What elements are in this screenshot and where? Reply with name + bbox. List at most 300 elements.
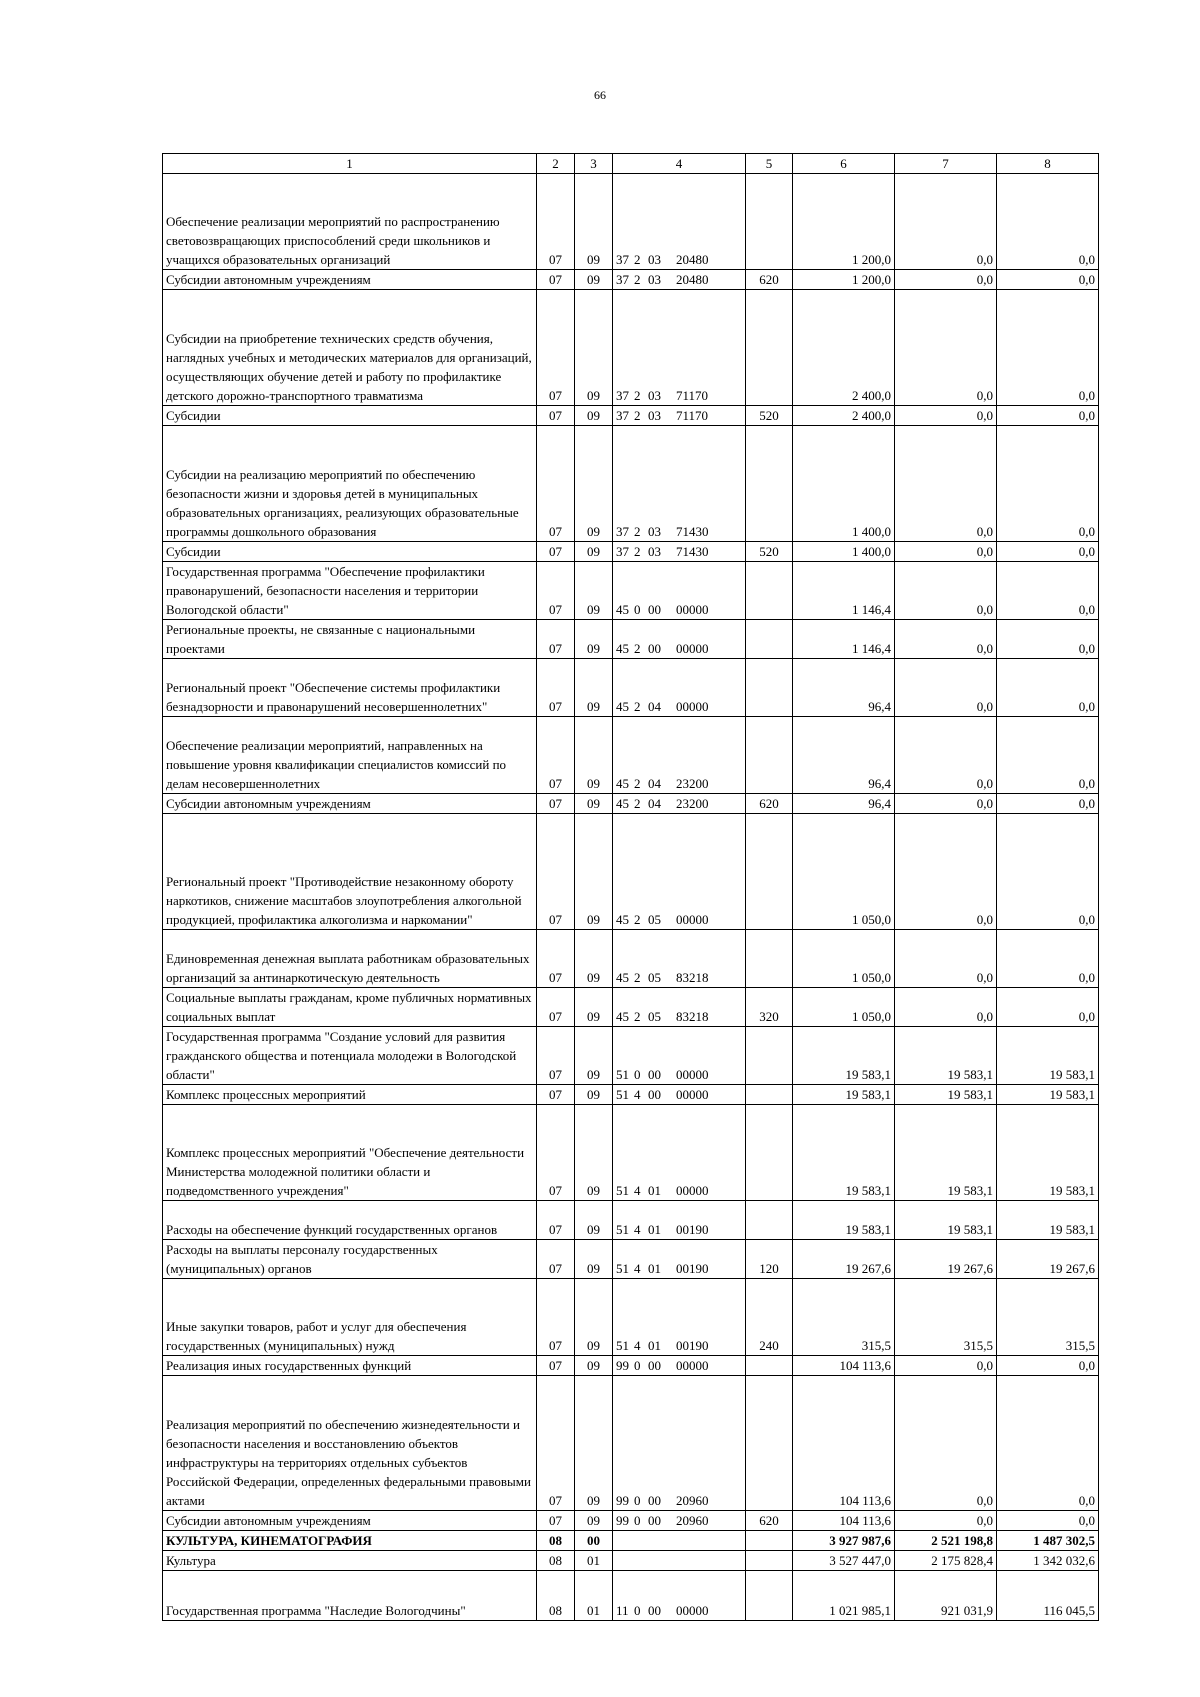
amount-cell: 1 487 302,5: [997, 1531, 1099, 1551]
amount-cell: 0,0: [997, 988, 1099, 1027]
expense-type-cell: [746, 814, 793, 930]
section-code-cell: 07: [537, 426, 575, 542]
target-article-part: 37: [616, 524, 629, 539]
row-name-cell: Реализация иных государственных функций: [163, 1356, 537, 1376]
amount-cell: 104 113,6: [793, 1376, 895, 1511]
target-article-part: 71430: [676, 544, 709, 559]
amount-cell: 921 031,9: [895, 1571, 997, 1621]
table-row: [163, 290, 1099, 406]
table-row: [163, 1240, 1099, 1279]
amount-cell: 1 146,4: [793, 620, 895, 659]
section-code-cell: 07: [537, 930, 575, 988]
target-article-cell: [613, 426, 746, 542]
table-row: [163, 406, 1099, 426]
section-code-cell: 07: [537, 1356, 575, 1376]
amount-cell: 0,0: [895, 406, 997, 426]
target-article-cell: [613, 174, 746, 270]
amount-cell: 0,0: [895, 426, 997, 542]
amount-cell: 2 400,0: [793, 406, 895, 426]
target-article-part: 04: [648, 699, 661, 714]
header-cell: 1: [163, 154, 537, 174]
target-article-part: 00190: [676, 1261, 709, 1276]
target-article-part: 01: [648, 1222, 661, 1237]
target-article-cell: [613, 1201, 746, 1240]
target-article-part: 51: [616, 1087, 629, 1102]
amount-cell: 0,0: [895, 562, 997, 620]
target-article-part: 37: [616, 252, 629, 267]
expense-type-cell: [746, 174, 793, 270]
table-row: [163, 270, 1099, 290]
target-article-part: 83218: [676, 1009, 709, 1024]
amount-cell: 0,0: [997, 290, 1099, 406]
target-article-part: 00190: [676, 1338, 709, 1353]
target-article-part: 00000: [676, 641, 709, 656]
table-row: [163, 659, 1099, 717]
amount-cell: 3 927 987,6: [793, 1531, 895, 1551]
row-name-cell: Обеспечение реализации мероприятий, направленных на повышение уровня квалификации специалистов комиссий по делам несовершеннолетних: [163, 717, 537, 794]
section-code-cell: 07: [537, 794, 575, 814]
amount-cell: 2 175 828,4: [895, 1551, 997, 1571]
target-article-part: 2: [634, 1009, 641, 1024]
header-cell: 6: [793, 154, 895, 174]
amount-cell: 1 050,0: [793, 930, 895, 988]
target-article-part: 4: [634, 1261, 641, 1276]
amount-cell: 0,0: [997, 1356, 1099, 1376]
target-article-part: 05: [648, 1009, 661, 1024]
target-article-part: 2: [634, 912, 641, 927]
subsection-code-cell: 09: [575, 620, 613, 659]
amount-cell: 19 267,6: [793, 1240, 895, 1279]
row-name-cell: Иные закупки товаров, работ и услуг для обеспечения государственных (муниципальных) нужд: [163, 1279, 537, 1356]
target-article-part: 45: [616, 796, 629, 811]
expense-type-cell: [746, 290, 793, 406]
expense-type-cell: [746, 1356, 793, 1376]
expense-type-cell: [746, 1376, 793, 1511]
target-article-part: 04: [648, 776, 661, 791]
target-article-part: 4: [634, 1338, 641, 1353]
target-article-part: 00000: [676, 1358, 709, 1373]
amount-cell: 19 583,1: [895, 1105, 997, 1201]
target-article-cell: [613, 1531, 746, 1551]
target-article-part: 0: [634, 1513, 641, 1528]
target-article-cell: [613, 1240, 746, 1279]
target-article-part: 00: [648, 602, 661, 617]
row-name-cell: Государственная программа "Создание условий для развития гражданского общества и потенциала молодежи в Вологодской области": [163, 1027, 537, 1085]
target-article-part: 00: [648, 1087, 661, 1102]
amount-cell: 116 045,5: [997, 1571, 1099, 1621]
target-article-part: 0: [634, 602, 641, 617]
amount-cell: 19 583,1: [895, 1201, 997, 1240]
amount-cell: 0,0: [997, 270, 1099, 290]
target-article-part: 99: [616, 1358, 629, 1373]
amount-cell: 1 200,0: [793, 270, 895, 290]
target-article-part: 20960: [676, 1513, 709, 1528]
amount-cell: 0,0: [895, 542, 997, 562]
amount-cell: 1 200,0: [793, 174, 895, 270]
amount-cell: 0,0: [997, 930, 1099, 988]
target-article-part: 51: [616, 1183, 629, 1198]
row-name-cell: Субсидии автономным учреждениям: [163, 794, 537, 814]
target-article-part: 20960: [676, 1493, 709, 1508]
expense-type-cell: [746, 562, 793, 620]
subsection-code-cell: 09: [575, 814, 613, 930]
row-name-cell: КУЛЬТУРА, КИНЕМАТОГРАФИЯ: [163, 1531, 537, 1551]
amount-cell: 1 400,0: [793, 542, 895, 562]
amount-cell: 19 583,1: [895, 1085, 997, 1105]
target-article-part: 51: [616, 1067, 629, 1082]
amount-cell: 19 267,6: [997, 1240, 1099, 1279]
amount-cell: 19 583,1: [793, 1085, 895, 1105]
subsection-code-cell: 09: [575, 1240, 613, 1279]
expense-type-cell: [746, 1551, 793, 1571]
expense-type-cell: [746, 930, 793, 988]
target-article-part: 2: [634, 524, 641, 539]
target-article-part: 45: [616, 602, 629, 617]
amount-cell: 0,0: [997, 1376, 1099, 1511]
expense-type-cell: [746, 1085, 793, 1105]
target-article-part: 01: [648, 1183, 661, 1198]
target-article-part: 00: [648, 641, 661, 656]
amount-cell: 0,0: [895, 717, 997, 794]
target-article-part: 00000: [676, 912, 709, 927]
section-code-cell: 07: [537, 1027, 575, 1085]
target-article-part: 11: [616, 1603, 629, 1618]
expense-type-cell: [746, 1531, 793, 1551]
row-name-cell: Региональные проекты, не связанные с национальными проектами: [163, 620, 537, 659]
target-article-part: 00000: [676, 1067, 709, 1082]
expense-type-cell: [746, 659, 793, 717]
section-code-cell: 07: [537, 542, 575, 562]
amount-cell: 0,0: [997, 426, 1099, 542]
target-article-part: 20480: [676, 252, 709, 267]
amount-cell: 19 583,1: [793, 1201, 895, 1240]
amount-cell: 0,0: [895, 620, 997, 659]
amount-cell: 2 521 198,8: [895, 1531, 997, 1551]
row-name-cell: Субсидии: [163, 406, 537, 426]
subsection-code-cell: 09: [575, 1376, 613, 1511]
expense-type-cell: 520: [746, 542, 793, 562]
section-code-cell: 08: [537, 1531, 575, 1551]
table-row: [163, 1027, 1099, 1085]
row-name-cell: Субсидии: [163, 542, 537, 562]
section-code-cell: 07: [537, 620, 575, 659]
amount-cell: 0,0: [997, 174, 1099, 270]
section-code-cell: 07: [537, 290, 575, 406]
target-article-cell: [613, 930, 746, 988]
table-header-row: [163, 154, 1099, 174]
amount-cell: 0,0: [997, 562, 1099, 620]
section-code-cell: 07: [537, 1240, 575, 1279]
target-article-part: 00: [648, 1513, 661, 1528]
expense-type-cell: 320: [746, 988, 793, 1027]
row-name-cell: Социальные выплаты гражданам, кроме публичных нормативных социальных выплат: [163, 988, 537, 1027]
expense-type-cell: [746, 717, 793, 794]
table-row: [163, 814, 1099, 930]
subsection-code-cell: 09: [575, 988, 613, 1027]
budget-table: [162, 153, 1099, 1621]
target-article-part: 51: [616, 1338, 629, 1353]
subsection-code-cell: 09: [575, 1085, 613, 1105]
subsection-code-cell: 09: [575, 1279, 613, 1356]
header-cell: 2: [537, 154, 575, 174]
target-article-part: 00: [648, 1358, 661, 1373]
target-article-part: 01: [648, 1338, 661, 1353]
target-article-cell: [613, 717, 746, 794]
target-article-cell: [613, 1085, 746, 1105]
amount-cell: 0,0: [997, 620, 1099, 659]
amount-cell: 1 050,0: [793, 988, 895, 1027]
amount-cell: 0,0: [895, 930, 997, 988]
table-row: [163, 1356, 1099, 1376]
row-name-cell: Региональный проект "Противодействие незаконному обороту наркотиков, снижение масштабов злоупотребления алкогольной продукцией, профилактика алкоголизма и наркомании": [163, 814, 537, 930]
amount-cell: 19 583,1: [997, 1105, 1099, 1201]
subsection-code-cell: 09: [575, 794, 613, 814]
amount-cell: 0,0: [895, 290, 997, 406]
subsection-code-cell: 09: [575, 406, 613, 426]
subsection-code-cell: 09: [575, 562, 613, 620]
table-row: [163, 1511, 1099, 1531]
row-name-cell: Культура: [163, 1551, 537, 1571]
amount-cell: 0,0: [997, 717, 1099, 794]
target-article-part: 4: [634, 1183, 641, 1198]
amount-cell: 96,4: [793, 659, 895, 717]
subsection-code-cell: 01: [575, 1571, 613, 1621]
target-article-part: 2: [634, 970, 641, 985]
amount-cell: 315,5: [997, 1279, 1099, 1356]
row-name-cell: Обеспечение реализации мероприятий по распространению световозвращающих приспособлений среди школьников и учащихся образовательных организаций: [163, 174, 537, 270]
amount-cell: 0,0: [895, 1376, 997, 1511]
header-cell: 5: [746, 154, 793, 174]
target-article-part: 00190: [676, 1222, 709, 1237]
table-row: [163, 1531, 1099, 1551]
expense-type-cell: [746, 1027, 793, 1085]
header-cell: 8: [997, 154, 1099, 174]
target-article-part: 00000: [676, 1603, 709, 1618]
target-article-cell: [613, 1279, 746, 1356]
section-code-cell: 08: [537, 1551, 575, 1571]
target-article-part: 45: [616, 776, 629, 791]
target-article-part: 04: [648, 796, 661, 811]
table-row: [163, 1105, 1099, 1201]
target-article-part: 03: [648, 544, 661, 559]
target-article-cell: [613, 1511, 746, 1531]
target-article-part: 45: [616, 970, 629, 985]
subsection-code-cell: 09: [575, 270, 613, 290]
subsection-code-cell: 09: [575, 1511, 613, 1531]
table-row: [163, 717, 1099, 794]
target-article-part: 2: [634, 776, 641, 791]
target-article-part: 37: [616, 544, 629, 559]
target-article-part: 2: [634, 388, 641, 403]
target-article-cell: [613, 1356, 746, 1376]
expense-type-cell: 520: [746, 406, 793, 426]
target-article-part: 20480: [676, 272, 709, 287]
header-cell: 7: [895, 154, 997, 174]
row-name-cell: Единовременная денежная выплата работникам образовательных организаций за антинаркотическую деятельность: [163, 930, 537, 988]
target-article-part: 71170: [676, 408, 709, 423]
amount-cell: 1 050,0: [793, 814, 895, 930]
table-row: [163, 426, 1099, 542]
page-number: 66: [594, 88, 606, 102]
amount-cell: 19 583,1: [997, 1201, 1099, 1240]
amount-cell: 0,0: [895, 270, 997, 290]
section-code-cell: 07: [537, 659, 575, 717]
subsection-code-cell: 09: [575, 1356, 613, 1376]
subsection-code-cell: 09: [575, 542, 613, 562]
target-article-cell: [613, 562, 746, 620]
amount-cell: 0,0: [997, 542, 1099, 562]
header-cell: 3: [575, 154, 613, 174]
amount-cell: 19 267,6: [895, 1240, 997, 1279]
section-code-cell: 07: [537, 406, 575, 426]
amount-cell: 0,0: [895, 659, 997, 717]
subsection-code-cell: 09: [575, 1201, 613, 1240]
expense-type-cell: [746, 620, 793, 659]
target-article-cell: [613, 1376, 746, 1511]
target-article-part: 23200: [676, 796, 709, 811]
target-article-part: 0: [634, 1358, 641, 1373]
section-code-cell: 07: [537, 174, 575, 270]
amount-cell: 19 583,1: [793, 1105, 895, 1201]
amount-cell: 0,0: [997, 794, 1099, 814]
amount-cell: 0,0: [895, 988, 997, 1027]
amount-cell: 1 146,4: [793, 562, 895, 620]
expense-type-cell: 620: [746, 270, 793, 290]
subsection-code-cell: 09: [575, 930, 613, 988]
target-article-part: 00000: [676, 1183, 709, 1198]
row-name-cell: Комплекс процессных мероприятий: [163, 1085, 537, 1105]
amount-cell: 19 583,1: [895, 1027, 997, 1085]
target-article-part: 00: [648, 1603, 661, 1618]
row-name-cell: Субсидии на реализацию мероприятий по обеспечению безопасности жизни и здоровья детей в муниципальных образовательных организациях, реализующих образовательные программы дошкольного образования: [163, 426, 537, 542]
row-name-cell: Региональный проект "Обеспечение системы профилактики безнадзорности и правонарушений несовершеннолетних": [163, 659, 537, 717]
section-code-cell: 08: [537, 1571, 575, 1621]
section-code-cell: 07: [537, 814, 575, 930]
target-article-cell: [613, 659, 746, 717]
section-code-cell: 07: [537, 988, 575, 1027]
section-code-cell: 07: [537, 717, 575, 794]
expense-type-cell: 620: [746, 1511, 793, 1531]
amount-cell: 2 400,0: [793, 290, 895, 406]
target-article-part: 00: [648, 1493, 661, 1508]
amount-cell: 0,0: [895, 1356, 997, 1376]
target-article-cell: [613, 542, 746, 562]
target-article-part: 03: [648, 272, 661, 287]
target-article-part: 01: [648, 1261, 661, 1276]
row-name-cell: Государственная программа "Наследие Вологодчины": [163, 1571, 537, 1621]
target-article-part: 2: [634, 641, 641, 656]
amount-cell: 19 583,1: [997, 1027, 1099, 1085]
target-article-cell: [613, 620, 746, 659]
expense-type-cell: 240: [746, 1279, 793, 1356]
target-article-part: 45: [616, 699, 629, 714]
amount-cell: 96,4: [793, 794, 895, 814]
target-article-cell: [613, 814, 746, 930]
expense-type-cell: [746, 1201, 793, 1240]
target-article-part: 00000: [676, 602, 709, 617]
target-article-part: 37: [616, 272, 629, 287]
amount-cell: 0,0: [895, 1511, 997, 1531]
target-article-part: 00000: [676, 1087, 709, 1102]
subsection-code-cell: 09: [575, 659, 613, 717]
target-article-part: 71430: [676, 524, 709, 539]
amount-cell: 1 342 032,6: [997, 1551, 1099, 1571]
table-row: [163, 1571, 1099, 1621]
target-article-cell: [613, 270, 746, 290]
target-article-part: 37: [616, 388, 629, 403]
table-row: [163, 988, 1099, 1027]
target-article-part: 45: [616, 641, 629, 656]
target-article-part: 2: [634, 699, 641, 714]
target-article-part: 2: [634, 252, 641, 267]
target-article-part: 83218: [676, 970, 709, 985]
subsection-code-cell: 09: [575, 426, 613, 542]
target-article-part: 2: [634, 544, 641, 559]
section-code-cell: 07: [537, 1376, 575, 1511]
section-code-cell: 07: [537, 562, 575, 620]
table-row: [163, 930, 1099, 988]
subsection-code-cell: 09: [575, 1027, 613, 1085]
target-article-cell: [613, 988, 746, 1027]
section-code-cell: 07: [537, 1085, 575, 1105]
target-article-part: 2: [634, 796, 641, 811]
target-article-cell: [613, 1105, 746, 1201]
amount-cell: 0,0: [997, 1511, 1099, 1531]
target-article-cell: [613, 1027, 746, 1085]
section-code-cell: 07: [537, 1201, 575, 1240]
amount-cell: 96,4: [793, 717, 895, 794]
expense-type-cell: [746, 1105, 793, 1201]
amount-cell: 0,0: [997, 406, 1099, 426]
row-name-cell: Комплекс процессных мероприятий "Обеспечение деятельности Министерства молодежной политики области и подведомственного учреждения": [163, 1105, 537, 1201]
expense-type-cell: 620: [746, 794, 793, 814]
target-article-part: 37: [616, 408, 629, 423]
amount-cell: 1 021 985,1: [793, 1571, 895, 1621]
amount-cell: 19 583,1: [793, 1027, 895, 1085]
target-article-part: 99: [616, 1513, 629, 1528]
row-name-cell: Субсидии автономным учреждениям: [163, 270, 537, 290]
amount-cell: 0,0: [895, 174, 997, 270]
target-article-part: 4: [634, 1222, 641, 1237]
table-row: [163, 1201, 1099, 1240]
row-name-cell: Реализация мероприятий по обеспечению жизнедеятельности и безопасности населения и восстановлению объектов инфраструктуры на территориях отдельных субъектов Российской Федерации, определенных федеральными правовыми актами: [163, 1376, 537, 1511]
target-article-cell: [613, 794, 746, 814]
target-article-part: 45: [616, 1009, 629, 1024]
table-row: [163, 542, 1099, 562]
target-article-part: 05: [648, 912, 661, 927]
amount-cell: 0,0: [895, 814, 997, 930]
section-code-cell: 07: [537, 1279, 575, 1356]
target-article-part: 03: [648, 408, 661, 423]
row-name-cell: Расходы на обеспечение функций государственных органов: [163, 1201, 537, 1240]
target-article-cell: [613, 406, 746, 426]
amount-cell: 104 113,6: [793, 1356, 895, 1376]
target-article-part: 0: [634, 1067, 641, 1082]
table-row: [163, 1376, 1099, 1511]
subsection-code-cell: 09: [575, 1105, 613, 1201]
header-cell: 4: [613, 154, 746, 174]
target-article-part: 4: [634, 1087, 641, 1102]
table-row: [163, 1279, 1099, 1356]
target-article-part: 2: [634, 408, 641, 423]
amount-cell: 104 113,6: [793, 1511, 895, 1531]
subsection-code-cell: 09: [575, 290, 613, 406]
table-row: [163, 620, 1099, 659]
amount-cell: 3 527 447,0: [793, 1551, 895, 1571]
target-article-part: 0: [634, 1603, 641, 1618]
amount-cell: 0,0: [997, 659, 1099, 717]
target-article-part: 03: [648, 388, 661, 403]
